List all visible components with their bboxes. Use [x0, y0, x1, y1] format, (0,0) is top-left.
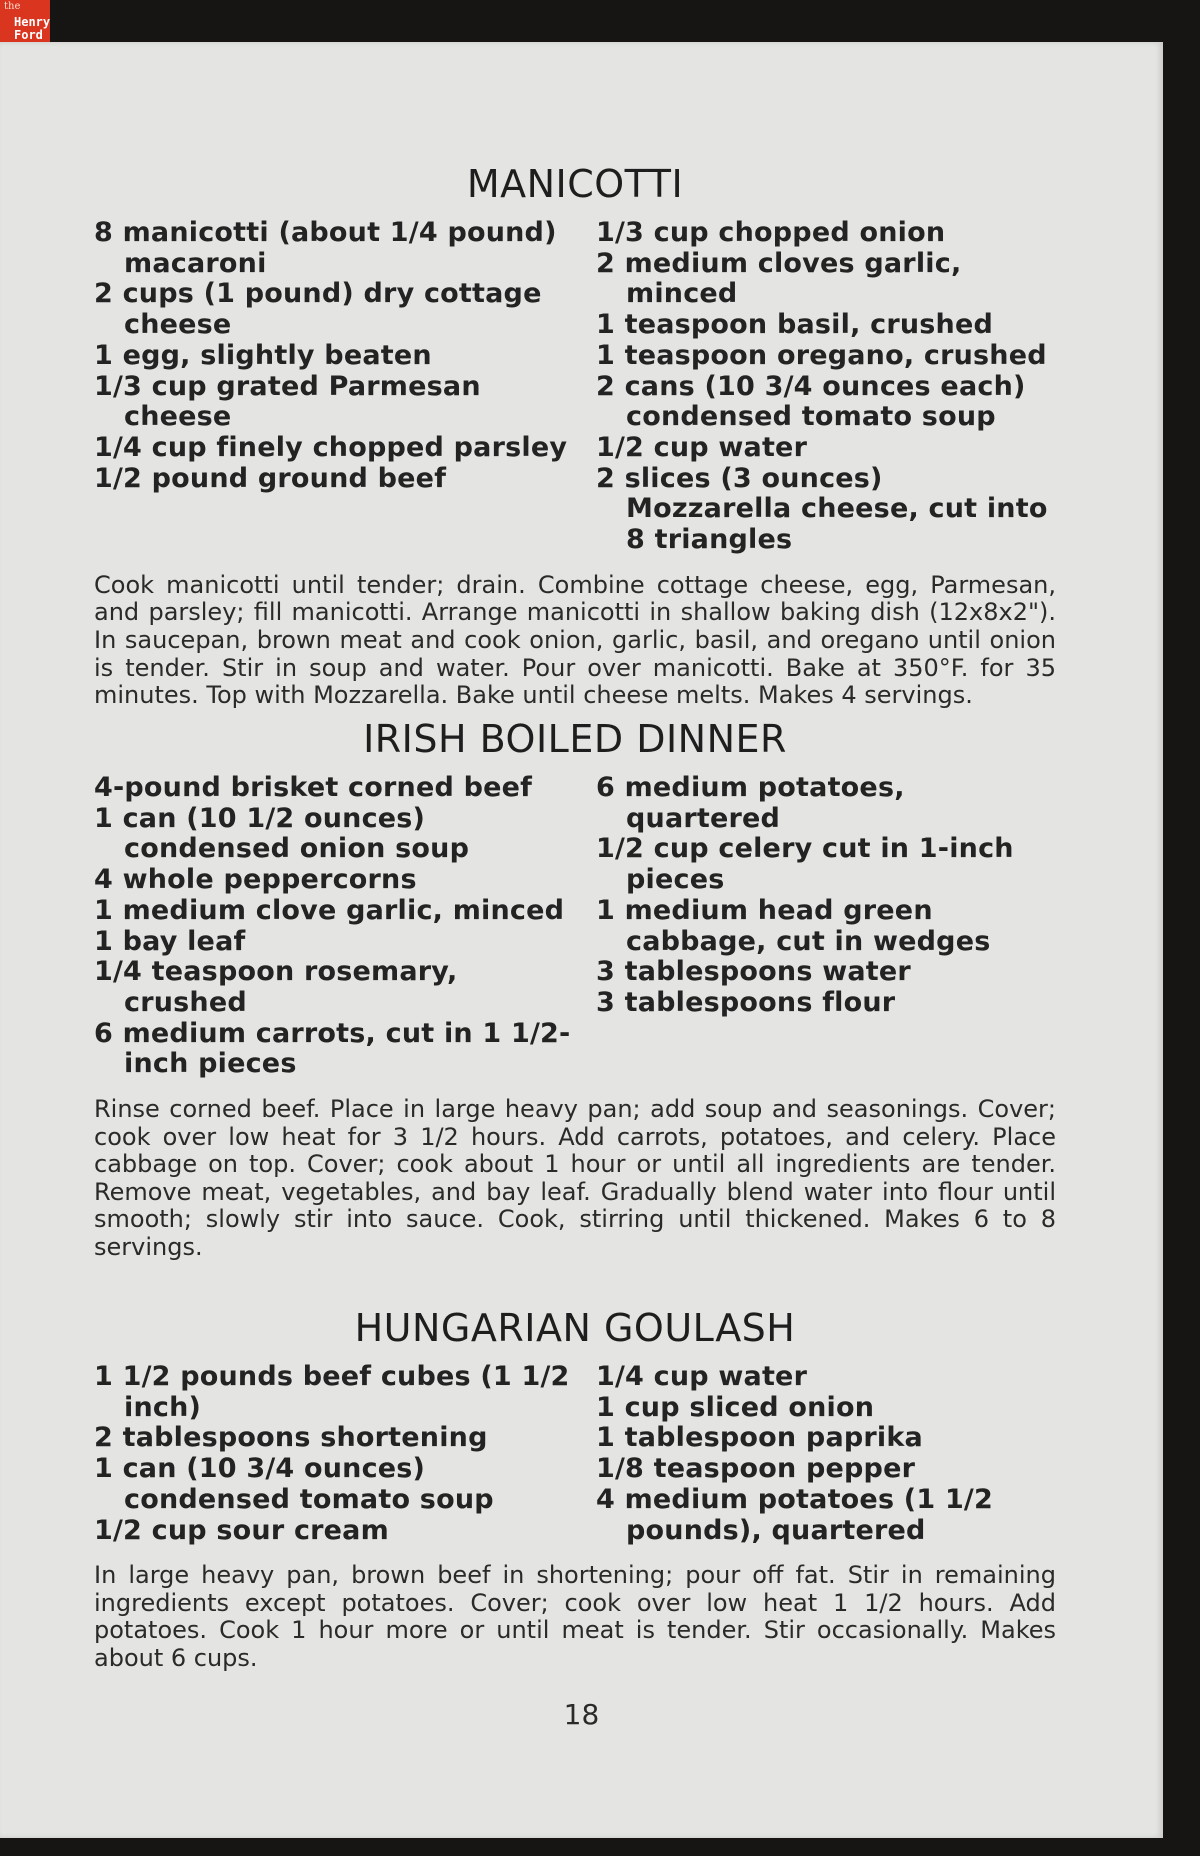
ingredient-item: 1 medium clove garlic, minced [94, 894, 565, 926]
ingredient-item: 2 tablespoons shortening [94, 1422, 488, 1454]
ingredient-item: 3 tablespoons water [596, 956, 911, 988]
ingredient-list-left [94, 218, 584, 556]
ingredient-item: 1 teaspoon basil, crushed [596, 309, 994, 341]
logo-line-2: Henry Ford [14, 15, 50, 42]
ingredient-item: 2 cans (10 3/4 ounces each) condensed tomato soup [596, 370, 1026, 433]
ingredient-item: 1 can (10 3/4 ounces) condensed tomato soup [94, 1453, 494, 1515]
ingredient-list-left [94, 1362, 584, 1546]
recipe-manicotti [94, 160, 1056, 710]
ingredient-item: 8 manicotti (about 1/4 pound) macaroni [94, 217, 557, 279]
recipe-title: MANICOTTI [466, 162, 684, 206]
recipe-irish-boiled-dinner [94, 715, 1056, 1262]
ingredient-list-right [596, 218, 1056, 556]
ingredient-columns [94, 1362, 1056, 1546]
ingredient-item: 1/2 pound ground beef [94, 462, 447, 494]
recipe-hungarian-goulash [94, 1304, 1056, 1673]
ingredient-item: 1 can (10 1/2 ounces) condensed onion soup [94, 802, 470, 865]
ingredient-list-right [596, 773, 1056, 1080]
ingredient-item: 1/2 cup sour cream [94, 1514, 389, 1546]
ingredient-item: 4 medium potatoes (1 1/2 pounds), quartered [596, 1483, 993, 1546]
ingredient-item: 1/2 cup water [596, 431, 808, 463]
ingredient-item: 6 medium carrots, cut in 1 1/2-inch pieces [94, 1017, 571, 1080]
ingredient-item: 2 slices (3 ounces) Mozzarella cheese, cut into 8 triangles [596, 462, 1048, 556]
ingredient-item: 2 medium cloves garlic, minced [596, 247, 962, 310]
cookbook-page [0, 42, 1163, 1838]
ingredient-item: 1 teaspoon oregano, crushed [596, 339, 1047, 371]
ingredient-item: 1/3 cup grated Parmesan cheese [94, 370, 481, 433]
ingredient-item: 1 medium head green cabbage, cut in wedges [596, 894, 991, 957]
ingredient-item: 1 1/2 pounds beef cubes (1 1/2 inch) [94, 1361, 570, 1423]
page-number: 18 [563, 1698, 600, 1731]
recipe-method: Rinse corned beef. Place in large heavy pan; add soup and seasonings. Cover; cook over low heat for 3 1/2 hours. Add carrots, potatoes, and celery. Place cabbage on top. Cover; cook about 1 hour or until all ingredients are tender. Remove meat, vegetables, and bay leaf. Gradually blend water into flour until smooth; slowly stir into sauce. Cook, stirring until thickened. Makes 6 to 8 servings. [94, 1095, 1056, 1261]
ingredient-item: 1/3 cup chopped onion [596, 217, 946, 248]
ingredient-item: 1 bay leaf [94, 925, 246, 957]
ingredient-columns [94, 773, 1056, 1080]
ingredient-item: 3 tablespoons flour [596, 986, 896, 1018]
ingredient-item: 6 medium potatoes, quartered [596, 772, 905, 834]
ingredient-item: 1 tablespoon paprika [596, 1422, 923, 1454]
ingredient-item: 1/4 cup water [596, 1361, 808, 1392]
ingredient-list-right [596, 1362, 1056, 1546]
recipe-method: In large heavy pan, brown beef in shortening; pour off fat. Stir in remaining ingredients except potatoes. Cover; cook over low heat 1 1/2 hours. Add potatoes. Cook 1 hour more or until meat is tender. Stir occasionally. Makes about 6 cups. [94, 1561, 1056, 1672]
recipe-title: IRISH BOILED DINNER [363, 717, 787, 761]
ingredient-item: 1/2 cup celery cut in 1-inch pieces [596, 833, 1014, 896]
ingredient-item: 1/4 teaspoon rosemary, crushed [94, 956, 458, 1018]
ingredient-item: 1/8 teaspoon pepper [596, 1453, 916, 1485]
ingredient-item: 1/4 cup finely chopped parsley [94, 431, 568, 463]
ingredient-list-left [94, 773, 584, 1080]
recipe-method: Cook manicotti until tender; drain. Combine cottage cheese, egg, Parmesan, and parsley; fill manicotti. Arrange manicotti in shallow baking dish (12x8x2"). In saucepan, brown meat and cook onion, garlic, basil, and oregano until onion is tender. Stir in soup and water. Pour over manicotti. Bake at 350°F. for 35 minutes. Top with Mozzarella. Bake until cheese melts. Makes 4 servings. [94, 570, 1056, 710]
ingredient-item: 4 whole peppercorns [94, 864, 417, 896]
ingredient-item: 1 egg, slightly beaten [94, 339, 432, 371]
logo-line-1: the [4, 1, 21, 12]
ingredient-columns [94, 218, 1056, 556]
ingredient-item: 2 cups (1 pound) dry cottage cheese [94, 278, 542, 341]
ingredient-item: 1 cup sliced onion [596, 1391, 875, 1423]
recipe-title: HUNGARIAN GOULASH [354, 1306, 796, 1350]
ingredient-item: 4-pound brisket corned beef [94, 772, 533, 803]
